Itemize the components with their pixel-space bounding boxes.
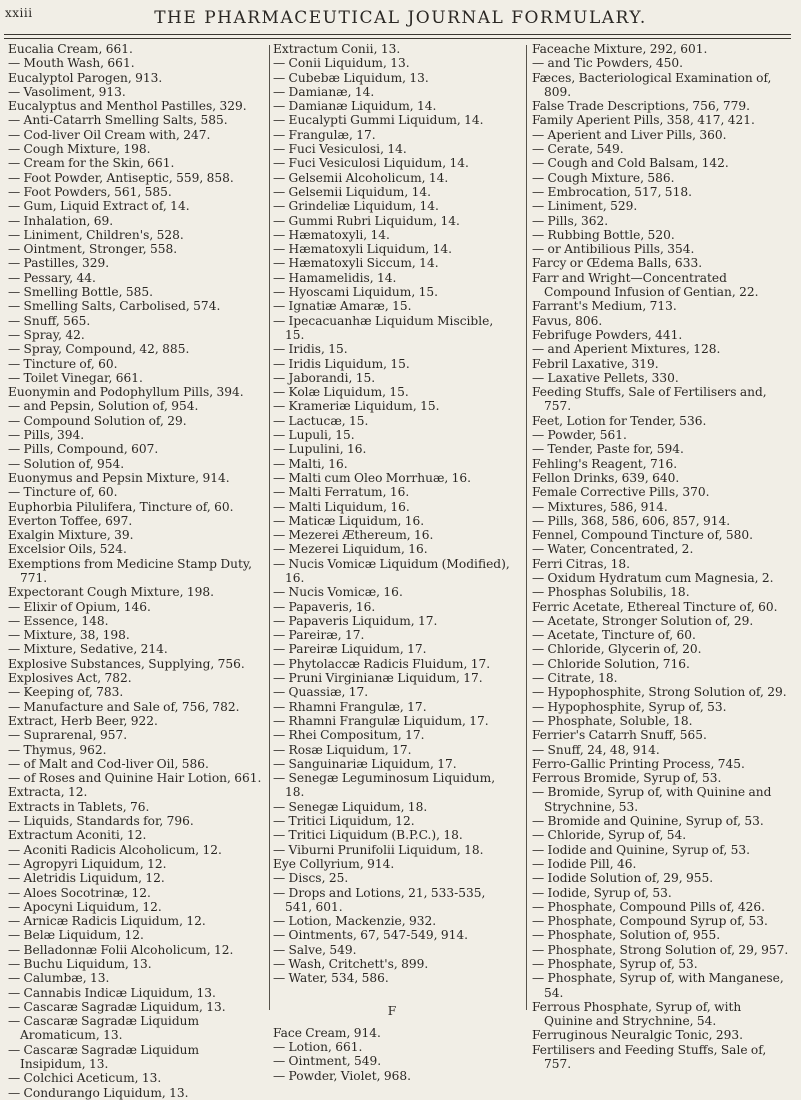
- index-entry: — Tritici Liquidum, 12.: [273, 814, 415, 829]
- index-entry: — Phosphate, Strong Solution of, 29, 957.: [532, 942, 789, 957]
- index-entry: — Rosæ Liquidum, 17.: [273, 742, 412, 757]
- index-entry: Ferruginous Neuralgic Tonic, 293.: [532, 1028, 743, 1043]
- index-entry: — Rhei Compositum, 17.: [273, 728, 425, 743]
- index-entry: — Snuff, 565.: [8, 313, 91, 328]
- index-entry: — Gelsemii Alcoholicum, 14.: [273, 170, 449, 185]
- index-entry: Explosives Act, 782.: [8, 671, 132, 686]
- index-entry: — Senegæ Liquidum, 18.: [273, 799, 428, 814]
- index-entry: — Pareiræ Liquidum, 17.: [273, 642, 427, 657]
- index-entry: — Sanguinariæ Liquidum, 17.: [273, 756, 457, 771]
- index-entry: — Fuci Vesiculosi Liquidum, 14.: [273, 156, 469, 171]
- index-entry: Extractum Aconiti, 12.: [8, 828, 147, 843]
- index-entry: — Elixir of Opium, 146.: [8, 599, 151, 614]
- index-entry: — Pastilles, 329.: [8, 256, 110, 271]
- index-entry: Fellon Drinks, 639, 640.: [532, 470, 680, 485]
- index-entry: — Rhamni Frangulæ, 17.: [273, 699, 427, 714]
- index-entry: — Cod-liver Oil Cream with, 247.: [8, 127, 211, 142]
- index-entry: — Pessary, 44.: [8, 270, 96, 285]
- index-entry: Ferrous Phosphate, Syrup of, with Quinine and Strychnine, 54.: [532, 999, 742, 1029]
- index-entry: — Iodide Pill, 46.: [532, 856, 637, 871]
- index-entry: Fennel, Compound Tincture of, 580.: [532, 528, 753, 543]
- index-entry: — Quassiæ, 17.: [273, 685, 369, 700]
- index-entry: — Iodide, Syrup of, 53.: [532, 885, 672, 900]
- index-entry: — and Tic Powders, 450.: [532, 56, 684, 71]
- index-entry: — Aloes Socotrinæ, 12.: [8, 885, 151, 900]
- index-entry: — Ointment, 549.: [273, 1054, 382, 1069]
- index-entry: Explosive Substances, Supplying, 756.: [8, 656, 245, 671]
- index-entry: — of Roses and Quinine Hair Lotion, 661.: [8, 771, 262, 786]
- index-entry: Febril Laxative, 319.: [532, 356, 659, 371]
- column-divider: [269, 45, 270, 1010]
- index-entry: — Colchici Aceticum, 13.: [8, 1071, 162, 1086]
- index-entry: — Essence, 148.: [8, 613, 109, 628]
- index-entry: — Mixtures, 586, 914.: [532, 499, 668, 514]
- index-entry: Ferrier's Catarrh Snuff, 565.: [532, 728, 707, 743]
- index-entry: Favus, 806.: [532, 313, 603, 328]
- index-entry: — Iridis, 15.: [273, 342, 348, 357]
- index-entry: — Cough Mixture, 586.: [532, 170, 675, 185]
- index-entry: Excelsior Oils, 524.: [8, 542, 127, 557]
- index-entry: — Lotion, 661.: [273, 1040, 363, 1055]
- index-entry: Fehling's Reagent, 716.: [532, 456, 678, 471]
- index-entry: Family Aperient Pills, 358, 417, 421.: [532, 113, 755, 128]
- index-entry: Fæces, Bacteriological Examination of, 809.: [532, 70, 772, 99]
- index-entry: — Cerate, 549.: [532, 142, 624, 157]
- index-entry: — Cough and Cold Balsam, 142.: [532, 156, 729, 171]
- index-entry: Farr and Wright—Concentrated Compound Infusion of Gentian, 22.: [532, 270, 759, 300]
- index-entry: — Citrate, 18.: [532, 671, 618, 686]
- index-entry: — Drops and Lotions, 21, 533-535, 541, 601.: [273, 885, 486, 914]
- index-entry: — Agropyri Liquidum, 12.: [8, 856, 167, 871]
- index-entry: — Cannabis Indicæ Liquidum, 13.: [8, 985, 216, 1000]
- index-entry: — Condurango Liquidum, 13.: [8, 1085, 189, 1100]
- index-entry: — Salve, 549.: [273, 942, 357, 957]
- index-entry: Eye Collyrium, 914.: [273, 856, 395, 871]
- index-entry: — Tender, Paste for, 594.: [532, 442, 684, 457]
- index-entry: — Liquids, Standards for, 796.: [8, 814, 194, 829]
- index-entry: Extracta, 12.: [8, 785, 88, 800]
- index-entry: — Lactucæ, 15.: [273, 413, 369, 428]
- index-entry: — Phosphas Solubilis, 18.: [532, 585, 690, 600]
- index-entry: — Lupulini, 16.: [273, 442, 367, 457]
- index-entry: — Iodide Solution of, 29, 955.: [532, 871, 714, 886]
- index-entry: Faceache Mixture, 292, 601.: [532, 42, 708, 56]
- index-entry: — Water, Concentrated, 2.: [532, 542, 694, 557]
- index-entry: — Malti Liquidum, 16.: [273, 499, 410, 514]
- index-entry: — Lupuli, 15.: [273, 428, 355, 443]
- index-entry: — Frangulæ, 17.: [273, 127, 376, 142]
- index-entry: — Phosphate, Compound Syrup of, 53.: [532, 914, 768, 929]
- index-entry: — Vasoliment, 913.: [8, 84, 126, 99]
- index-entry: — Acetate, Tincture of, 60.: [532, 628, 696, 643]
- index-entry: — Fuci Vesiculosi, 14.: [273, 142, 407, 157]
- index-entry: Female Corrective Pills, 370.: [532, 485, 710, 500]
- index-entry: — Apocyni Liquidum, 12.: [8, 899, 162, 914]
- index-entry: — and Pepsin, Solution of, 954.: [8, 399, 199, 414]
- index-entry: Euphorbia Pilulifera, Tincture of, 60.: [8, 499, 234, 514]
- index-entry: — Cascaræ Sagradæ Liquidum Aromaticum, 13.: [8, 1014, 200, 1043]
- index-entry: — Ipecacuanhæ Liquidum Miscible, 15.: [273, 313, 494, 342]
- index-entry: — Chloride, Glycerin of, 20.: [532, 642, 702, 657]
- index-entry: Farrant's Medium, 713.: [532, 299, 677, 314]
- index-entry: — Maticæ Liquidum, 16.: [273, 513, 425, 528]
- index-entry: — Toilet Vinegar, 661.: [8, 370, 143, 385]
- index-entry: — Conii Liquidum, 13.: [273, 56, 410, 71]
- index-entry: — Wash, Critchett's, 899.: [273, 957, 429, 971]
- index-entry: — Mixture, Sedative, 214.: [8, 642, 168, 657]
- index-entry: — Eucalypti Gummi Liquidum, 14.: [273, 113, 484, 128]
- index-entry: — Malti Ferratum, 16.: [273, 485, 410, 500]
- index-entry: — Nucis Vomicæ, 16.: [273, 585, 403, 600]
- index-entry: — Krameriæ Liquidum, 15.: [273, 399, 440, 414]
- index-entry: — Phytolaccæ Radicis Fluidum, 17.: [273, 656, 491, 671]
- index-entry: — Damianæ, 14.: [273, 84, 375, 99]
- index-entry: — Mouth Wash, 661.: [8, 56, 135, 71]
- index-entry: — Cascaræ Sagradæ Liquidum Insipidum, 13.: [8, 1042, 200, 1072]
- index-entry: — Smelling Bottle, 585.: [8, 285, 153, 300]
- index-entry: Eucalyptus and Menthol Pastilles, 329.: [8, 99, 247, 114]
- index-entry: — Jaborandi, 15.: [273, 370, 376, 385]
- index-entry: — Buchu Liquidum, 13.: [8, 957, 152, 971]
- index-entry: — or Antibilious Pills, 354.: [532, 242, 695, 257]
- index-entry: — Phosphate, Syrup of, with Manganese, 54.: [532, 971, 784, 1000]
- index-entry: — Ignatiæ Amaræ, 15.: [273, 299, 412, 314]
- index-entry: Extract, Herb Beer, 922.: [8, 713, 158, 728]
- index-entry: — Iodide and Quinine, Syrup of, 53.: [532, 842, 751, 857]
- index-entry: — Grindeliæ Liquidum, 14.: [273, 199, 439, 214]
- index-entry: — Inhalation, 69.: [8, 213, 114, 228]
- index-entry: — Compound Solution of, 29.: [8, 413, 187, 428]
- index-entry: — Tincture of, 60.: [8, 356, 118, 371]
- index-entry: — Tritici Liquidum (B.P.C.), 18.: [273, 828, 463, 843]
- index-entry: — Water, 534, 586.: [273, 971, 389, 986]
- index-entry: Euonymin and Podophyllum Pills, 394.: [8, 385, 244, 400]
- index-entry: — Embrocation, 517, 518.: [532, 184, 692, 199]
- section-letter: F: [387, 1003, 397, 1018]
- index-entry: — Foot Powders, 561, 585.: [8, 184, 172, 199]
- index-entry: — Discs, 25.: [273, 871, 349, 886]
- index-entry: Everton Toffee, 697.: [8, 513, 133, 528]
- index-entry: Eucalyptol Parogen, 913.: [8, 70, 163, 85]
- index-entry: — Laxative Pellets, 330.: [532, 370, 679, 385]
- index-entry: — Acetate, Stronger Solution of, 29.: [532, 613, 754, 628]
- index-entry: — Pruni Virginianæ Liquidum, 17.: [273, 671, 483, 686]
- index-entry: — Oxidum Hydratum cum Magnesia, 2.: [532, 570, 774, 585]
- index-entry: — Cubebæ Liquidum, 13.: [273, 70, 429, 85]
- index-entry: — Gummi Rubri Liquidum, 14.: [273, 213, 460, 228]
- index-entry: — Mezerei Æthereum, 16.: [273, 528, 434, 543]
- index-entry: — Pills, 368, 586, 606, 857, 914.: [532, 513, 731, 528]
- index-entry: — Anti-Catarrh Smelling Salts, 585.: [8, 113, 228, 128]
- index-entry: — Pills, 394.: [8, 428, 85, 443]
- index-entry: — Damianæ Liquidum, 14.: [273, 99, 437, 114]
- index-entry: — Nucis Vomicæ Liquidum (Modified), 16.: [273, 556, 510, 585]
- index-entry: — Cough Mixture, 198.: [8, 142, 151, 157]
- index-entry: — Liniment, 529.: [532, 199, 638, 214]
- index-entry: — Hypophosphite, Strong Solution of, 29.: [532, 685, 787, 700]
- index-entry: — Keeping of, 783.: [8, 685, 124, 700]
- index-entry: False Trade Descriptions, 756, 779.: [532, 99, 750, 114]
- index-entry: — Hypophosphite, Syrup of, 53.: [532, 699, 727, 714]
- index-entry: Extractum Conii, 13.: [273, 42, 401, 56]
- index-entry: Feet, Lotion for Tender, 536.: [532, 413, 707, 428]
- index-entry: Fertilisers and Feeding Stuffs, Sale of, 757.: [532, 1042, 767, 1072]
- index-entry: — Pills, 362.: [532, 213, 609, 228]
- index-entry: — Phosphate, Solution of, 955.: [532, 928, 721, 943]
- index-entry: — Senegæ Leguminosum Liquidum, 18.: [273, 771, 496, 800]
- index-entry: Face Cream, 914.: [273, 1025, 381, 1040]
- index-entry: — Phosphate, Compound Pills of, 426.: [532, 899, 766, 914]
- index-column-2: [273, 42, 511, 1083]
- index-entry: — Bromide, Syrup of, with Quinine and Strychnine, 53.: [532, 785, 772, 814]
- index-column-1: [8, 42, 262, 1100]
- index-entry: Euonymus and Pepsin Mixture, 914.: [8, 470, 230, 485]
- index-entry: — Hyoscami Liquidum, 15.: [273, 285, 438, 300]
- index-entry: — Hæmatoxyli Siccum, 14.: [273, 256, 439, 271]
- index-entry: — Hæmatoxyli Liquidum, 14.: [273, 242, 453, 257]
- index-entry: — Manufacture and Sale of, 756, 782.: [8, 699, 240, 714]
- index-entry: — Snuff, 24, 48, 914.: [532, 742, 660, 757]
- index-entry: Exemptions from Medicine Stamp Duty, 771.: [8, 556, 253, 585]
- index-entry: — Ointments, 67, 547-549, 914.: [273, 928, 468, 943]
- index-entry: — Aletridis Liquidum, 12.: [8, 871, 165, 886]
- index-entry: — Rhamni Frangulæ Liquidum, 17.: [273, 713, 489, 728]
- header-rule-thick: [4, 34, 791, 35]
- column-divider: [526, 45, 527, 1010]
- index-entry: — Rubbing Bottle, 520.: [532, 227, 675, 242]
- index-entry: — Tincture of, 60.: [8, 485, 118, 500]
- index-entry: Expectorant Cough Mixture, 198.: [8, 585, 215, 600]
- index-entry: Farcy or Œdema Balls, 633.: [532, 256, 703, 271]
- index-entry: — Bromide and Quinine, Syrup of, 53.: [532, 814, 764, 829]
- index-entry: — Kolæ Liquidum, 15.: [273, 385, 409, 400]
- index-entry: — Malti cum Oleo Morrhuæ, 16.: [273, 470, 472, 485]
- index-entry: Feeding Stuffs, Sale of Fertilisers and, 757.: [532, 385, 767, 414]
- index-entry: — Powder, Violet, 968.: [273, 1068, 411, 1083]
- index-column-3: [532, 42, 790, 1072]
- index-entry: — Aconiti Radicis Alcoholicum, 12.: [8, 842, 222, 857]
- index-entry: — Phosphate, Syrup of, 53.: [532, 957, 698, 971]
- index-entry: — Cream for the Skin, 661.: [8, 156, 175, 171]
- index-entry: — Pills, Compound, 607.: [8, 442, 159, 457]
- index-entry: — Lotion, Mackenzie, 932.: [273, 914, 437, 929]
- index-entry: — Papaveris, 16.: [273, 599, 376, 614]
- page-number: xxiii: [5, 6, 33, 20]
- index-entry: — Mixture, 38, 198.: [8, 628, 130, 643]
- index-entry: — Mezerei Liquidum, 16.: [273, 542, 428, 557]
- index-entry: — Chloride Solution, 716.: [532, 656, 690, 671]
- index-entry: — Spray, Compound, 42, 885.: [8, 342, 190, 357]
- index-entry: — Gum, Liquid Extract of, 14.: [8, 199, 190, 214]
- index-entry: — Spray, 42.: [8, 327, 85, 342]
- index-entry: Febrifuge Powders, 441.: [532, 327, 683, 342]
- header-rule-thin: [4, 38, 791, 39]
- index-entry: Ferrous Bromide, Syrup of, 53.: [532, 771, 722, 786]
- index-entry: — of Malt and Cod-liver Oil, 586.: [8, 756, 209, 771]
- index-entry: — Cascaræ Sagradæ Liquidum, 13.: [8, 999, 226, 1014]
- index-entry: — Smelling Salts, Carbolised, 574.: [8, 299, 221, 314]
- index-entry: — Gelsemii Liquidum, 14.: [273, 184, 431, 199]
- index-entry: — Arnicæ Radicis Liquidum, 12.: [8, 914, 206, 929]
- index-entry: — Belæ Liquidum, 12.: [8, 928, 144, 943]
- index-entry: — Thymus, 962.: [8, 742, 107, 757]
- index-entry: — Papaveris Liquidum, 17.: [273, 613, 438, 628]
- index-entry: — Chloride, Syrup of, 54.: [532, 828, 687, 843]
- index-entry: — Calumbæ, 13.: [8, 971, 110, 986]
- index-entry: Exalgin Mixture, 39.: [8, 528, 134, 543]
- index-entry: — Aperient and Liver Pills, 360.: [532, 127, 727, 142]
- index-entry: Ferri Citras, 18.: [532, 556, 631, 571]
- index-entry: — Pareiræ, 17.: [273, 628, 365, 643]
- running-head: THE PHARMACEUTICAL JOURNAL FORMULARY.: [154, 8, 647, 28]
- index-entry: — Viburni Prunifolii Liquidum, 18.: [273, 842, 484, 857]
- index-entry: — Liniment, Children's, 528.: [8, 227, 184, 242]
- index-entry: — Belladonnæ Folii Alcoholicum, 12.: [8, 942, 234, 957]
- index-entry: — Malti, 16.: [273, 456, 348, 471]
- index-entry: Ferric Acetate, Ethereal Tincture of, 60.: [532, 599, 778, 614]
- index-entry: — Powder, 561.: [532, 428, 627, 443]
- index-entry: — Hæmatoxyli, 14.: [273, 227, 390, 242]
- index-entry: — and Aperient Mixtures, 128.: [532, 342, 721, 357]
- index-entry: — Foot Powder, Antiseptic, 559, 858.: [8, 170, 234, 185]
- index-entry: — Phosphate, Soluble, 18.: [532, 713, 693, 728]
- index-entry: — Suprarenal, 957.: [8, 728, 128, 743]
- index-entry: — Iridis Liquidum, 15.: [273, 356, 410, 371]
- index-entry: Eucalia Cream, 661.: [8, 42, 133, 56]
- index-entry: — Ointment, Stronger, 558.: [8, 242, 178, 257]
- index-entry: Ferro-Gallic Printing Process, 745.: [532, 756, 745, 771]
- index-entry: — Hamamelidis, 14.: [273, 270, 397, 285]
- section-gap: [273, 986, 511, 996]
- index-entry: — Solution of, 954.: [8, 456, 125, 471]
- index-entry: Extracts in Tablets, 76.: [8, 799, 150, 814]
